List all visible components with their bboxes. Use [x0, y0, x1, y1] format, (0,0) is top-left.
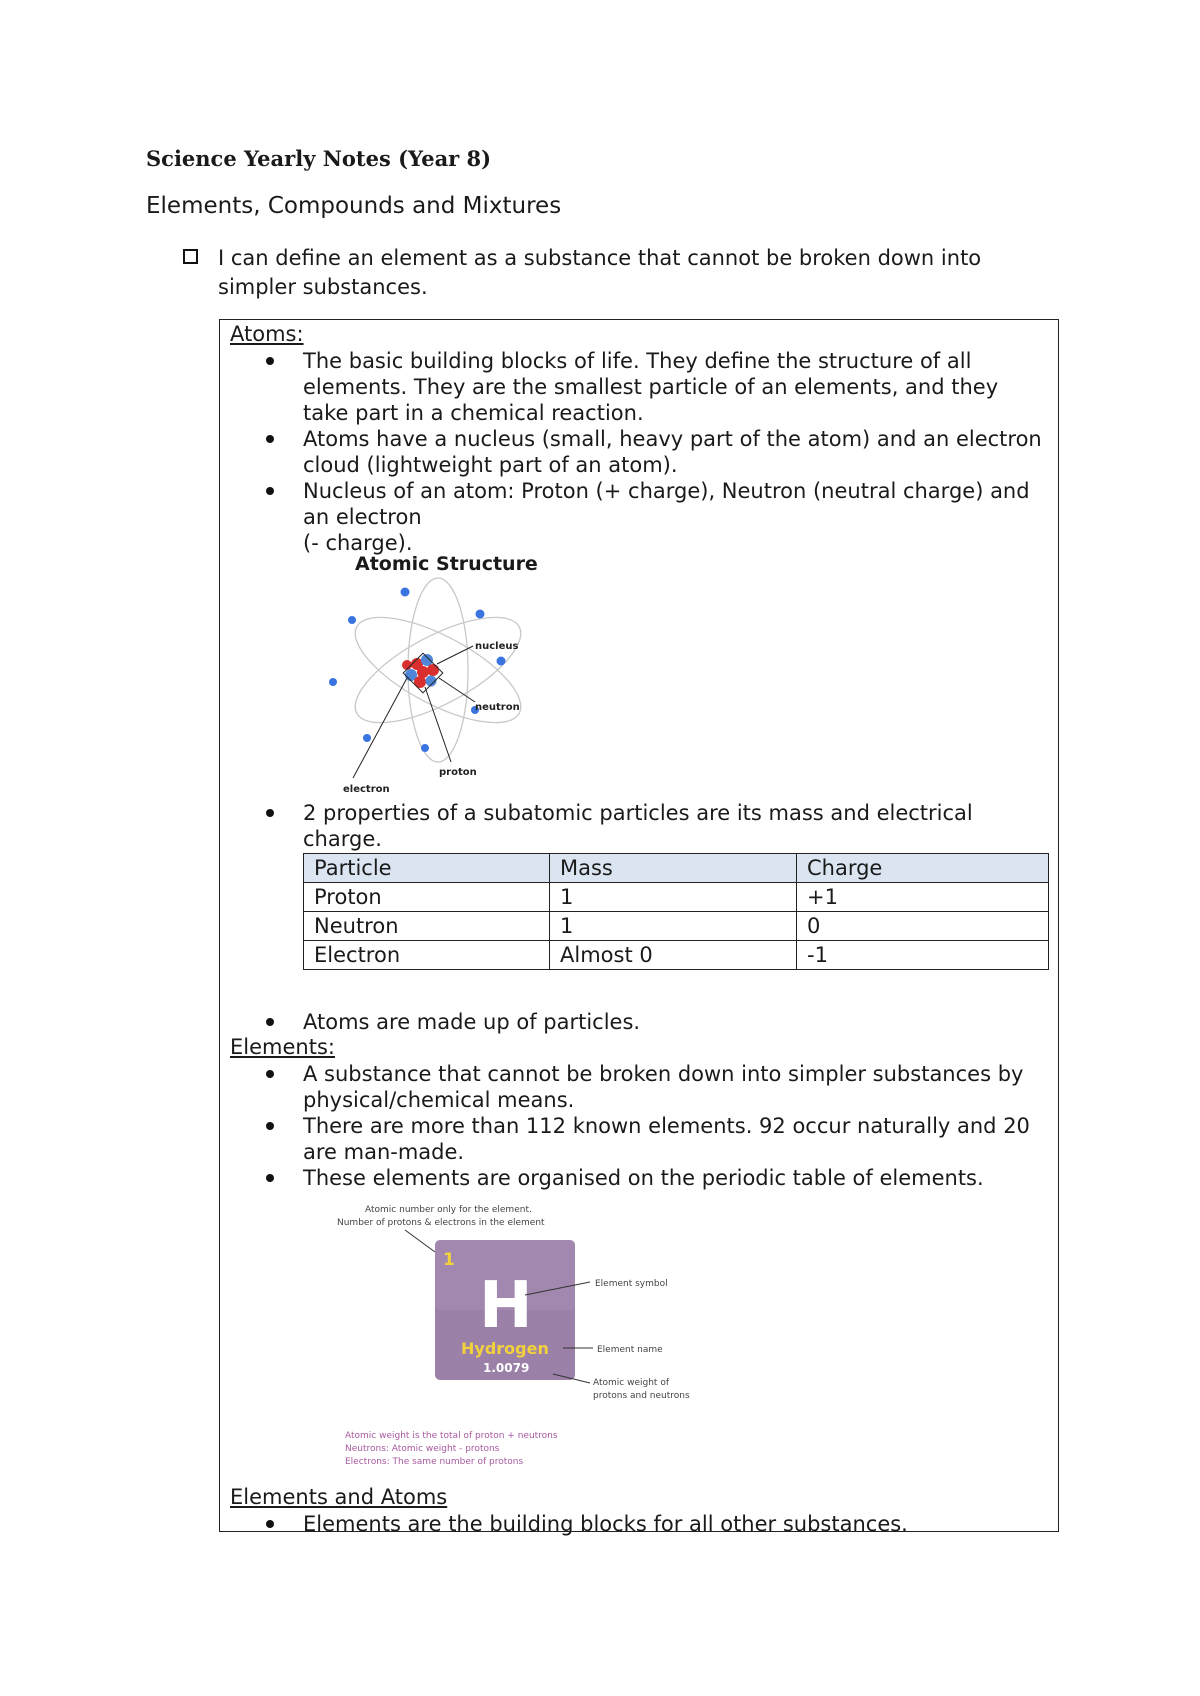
annotation-line	[405, 1230, 435, 1252]
list-item: Nucleus of an atom: Proton (+ charge), Neutron (neutral charge) and an electron	[230, 478, 1050, 530]
table-header-cell: Charge	[797, 854, 1049, 883]
document-title: Science Yearly Notes (Year 8)	[146, 146, 492, 171]
atomic-weight-label: Atomic weight of	[593, 1378, 669, 1388]
atomic-structure-diagram	[325, 552, 585, 797]
element-name-label: Element name	[597, 1345, 663, 1355]
table-cell: Neutron	[304, 912, 550, 941]
element-note: Neutrons: Atomic weight - protons	[345, 1444, 500, 1454]
table-header-row	[304, 854, 1049, 883]
element-weight: 1.0079	[483, 1361, 530, 1375]
atoms-list	[230, 348, 1050, 556]
list-item: A substance that cannot be broken down into simpler substances by physical/chemical means.	[230, 1061, 1050, 1113]
table-cell: Electron	[304, 941, 550, 970]
electron-label: electron	[343, 784, 390, 795]
atoms-heading: Atoms:	[230, 322, 304, 346]
nucleus-label: nucleus	[475, 641, 519, 652]
table-row	[304, 912, 1049, 941]
list-item: These elements are organised on the periodic table of elements.	[230, 1165, 1050, 1191]
table-cell: 0	[797, 912, 1049, 941]
list-item: 2 properties of a subatomic particles are its mass and electrical charge.	[230, 800, 1050, 852]
checkbox-icon[interactable]	[183, 249, 198, 264]
element-name: Hydrogen	[461, 1339, 549, 1358]
table-cell: Almost 0	[550, 941, 797, 970]
table-cell: 1	[550, 883, 797, 912]
atomic-number: 1	[443, 1250, 455, 1270]
hydrogen-element-diagram	[335, 1200, 735, 1470]
elements-heading: Elements:	[230, 1035, 335, 1059]
atomic-weight-label-line-2: protons and neutrons	[593, 1391, 690, 1401]
table-row	[304, 941, 1049, 970]
table-cell: Proton	[304, 883, 550, 912]
element-note: Atomic weight is the total of proton + neutrons	[345, 1431, 558, 1441]
element-note: Electrons: The same number of protons	[345, 1457, 524, 1467]
table-header-cell: Mass	[550, 854, 797, 883]
elements-atoms-heading: Elements and Atoms	[230, 1485, 448, 1509]
checklist-text: I can define an element as a substance that cannot be broken down into simpler substances.	[218, 246, 982, 299]
atomic-structure-title: Atomic Structure	[355, 553, 538, 575]
table-cell: +1	[797, 883, 1049, 912]
particle-table	[303, 853, 1049, 970]
table-row	[304, 883, 1049, 912]
table-cell: 1	[550, 912, 797, 941]
elements-list	[230, 1061, 1050, 1191]
proton-label: proton	[439, 767, 477, 778]
notes-box	[219, 319, 1059, 1536]
neutron-label: neutron	[475, 702, 520, 713]
table-header-cell: Particle	[304, 854, 550, 883]
list-item: Elements are the building blocks for all other substances.	[230, 1511, 1050, 1537]
properties-list	[230, 800, 1050, 852]
section-heading: Elements, Compounds and Mixtures	[146, 193, 562, 219]
particles-list	[230, 1009, 1050, 1035]
table-cell: -1	[797, 941, 1049, 970]
element-symbol: H	[479, 1269, 533, 1343]
list-item-continuation: (- charge).	[303, 531, 413, 555]
list-item: The basic building blocks of life. They define the structure of all elements. They are the smallest particle of an elements, and they take part in a chemical reaction.	[230, 348, 1050, 426]
element-symbol-label: Element symbol	[595, 1279, 668, 1289]
proton-count-annotation: Number of protons & electrons in the element	[337, 1218, 545, 1228]
elements-atoms-list	[230, 1511, 1050, 1537]
atomic-number-annotation: Atomic number only for the element.	[365, 1205, 532, 1215]
checklist-item	[183, 244, 1043, 302]
list-item: There are more than 112 known elements. 92 occur naturally and 20 are man-made.	[230, 1113, 1050, 1165]
list-item: Atoms have a nucleus (small, heavy part of the atom) and an electron cloud (lightweight part of an atom).	[230, 426, 1050, 478]
list-item: Atoms are made up of particles.	[230, 1009, 1050, 1035]
